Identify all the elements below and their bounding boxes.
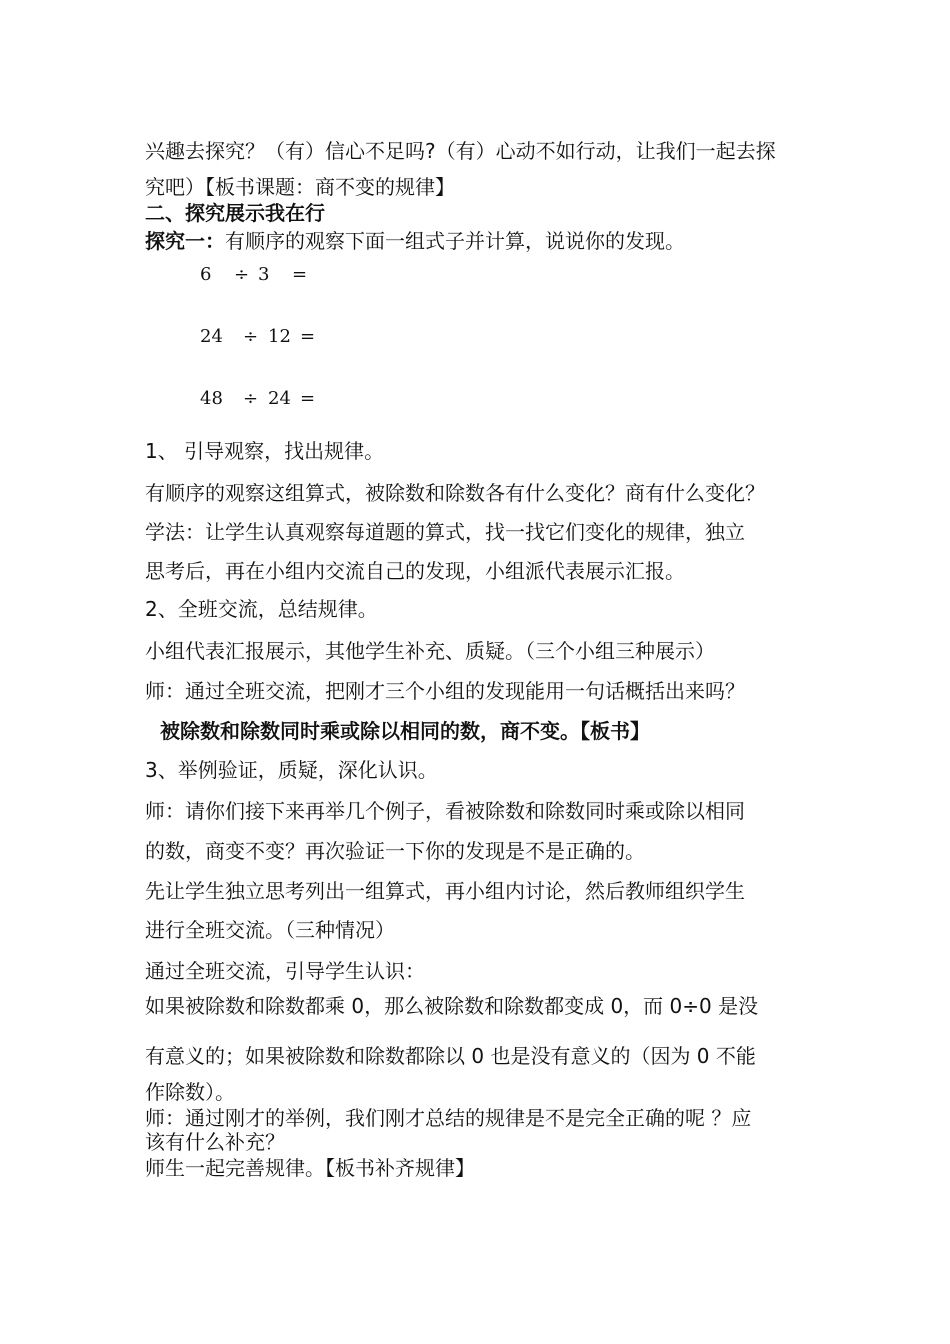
equation-2-dividend: 24 [200, 326, 223, 347]
activity-line-2: 进行全班交流。（三种情况） [145, 918, 395, 942]
section-title: 二、探究展示我在行 [145, 201, 325, 225]
equation-1-dividend: 6 [200, 264, 212, 285]
equation-2-equals: = [300, 326, 316, 347]
step-3-heading: 3、举例验证，质疑，深化认识。 [145, 758, 438, 782]
perfect-rule-line: 师生一起完善规律。【板书补齐规律】 [145, 1156, 475, 1180]
equation-3-dividend: 48 [200, 388, 223, 409]
teacher-question-2-line-1: 师：通过刚才的举例，我们刚才总结的规律是不是完全正确的呢 ？应 [145, 1106, 752, 1130]
step-1-heading: 1、 引导观察，找出规律。 [145, 439, 385, 463]
step-2-heading: 2、全班交流，总结规律。 [145, 597, 378, 621]
equation-1-operator: ÷ [234, 264, 250, 285]
equation-3-divisor: 24 [268, 388, 291, 409]
conclusion-intro: 通过全班交流，引导学生认识： [145, 959, 425, 983]
intro-line-1: 兴趣去探究？（有）信心不足吗?（有）心动不如行动，让我们一起去探 [145, 139, 776, 163]
equation-1-equals: = [292, 264, 308, 285]
explore1-text: 有顺序的观察下面一组式子并计算，说说你的发现。 [225, 229, 685, 253]
method-line-1: 学法：让学生认真观察每道题的算式，找一找它们变化的规律，独立 [145, 520, 745, 544]
rule-bold: 被除数和除数同时乘或除以相同的数，商不变。 [160, 719, 580, 743]
zero-case-line-3: 作除数）。 [145, 1080, 235, 1104]
rule-tag: 【板书】 [580, 719, 650, 743]
zero-case-line-1: 如果被除数和除数都乘 0，那么被除数和除数都变成 0，而 0÷0 是没 [145, 994, 759, 1018]
equation-3-equals: = [300, 388, 316, 409]
teacher-prompt-line-1: 师：请你们接下来再举几个例子，看被除数和除数同时乘或除以相同 [145, 799, 745, 823]
equation-2-operator: ÷ [243, 326, 259, 347]
equation-2-divisor: 12 [268, 326, 291, 347]
method-line-2: 思考后，再在小组内交流自己的发现，小组派代表展示汇报。 [145, 559, 685, 583]
teacher-question-1: 师：通过全班交流，把刚才三个小组的发现能用一句话概括出来吗？ [145, 679, 745, 703]
intro-line-2: 究吧）【板书课题：商不变的规律】 [145, 175, 455, 199]
explore1-label: 探究一： [145, 229, 225, 253]
teacher-prompt-line-2: 的数，商变不变？再次验证一下你的发现是不是正确的。 [145, 839, 645, 863]
equation-3-operator: ÷ [243, 388, 259, 409]
zero-case-line-2: 有意义的；如果被除数和除数都除以 0 也是没有意义的（因为 0 不能 [145, 1044, 756, 1068]
rule-statement [160, 718, 650, 744]
teacher-question-2-line-2: 该有什么补充？ [145, 1130, 285, 1154]
equation-1-divisor: 3 [258, 264, 270, 285]
activity-line-1: 先让学生独立思考列出一组算式，再小组内讨论，然后教师组织学生 [145, 879, 745, 903]
group-report: 小组代表汇报展示，其他学生补充、质疑。（三个小组三种展示） [145, 639, 715, 663]
observe-question: 有顺序的观察这组算式，被除数和除数各有什么变化？商有什么变化？ [145, 481, 765, 505]
explore1-paragraph [145, 228, 685, 254]
